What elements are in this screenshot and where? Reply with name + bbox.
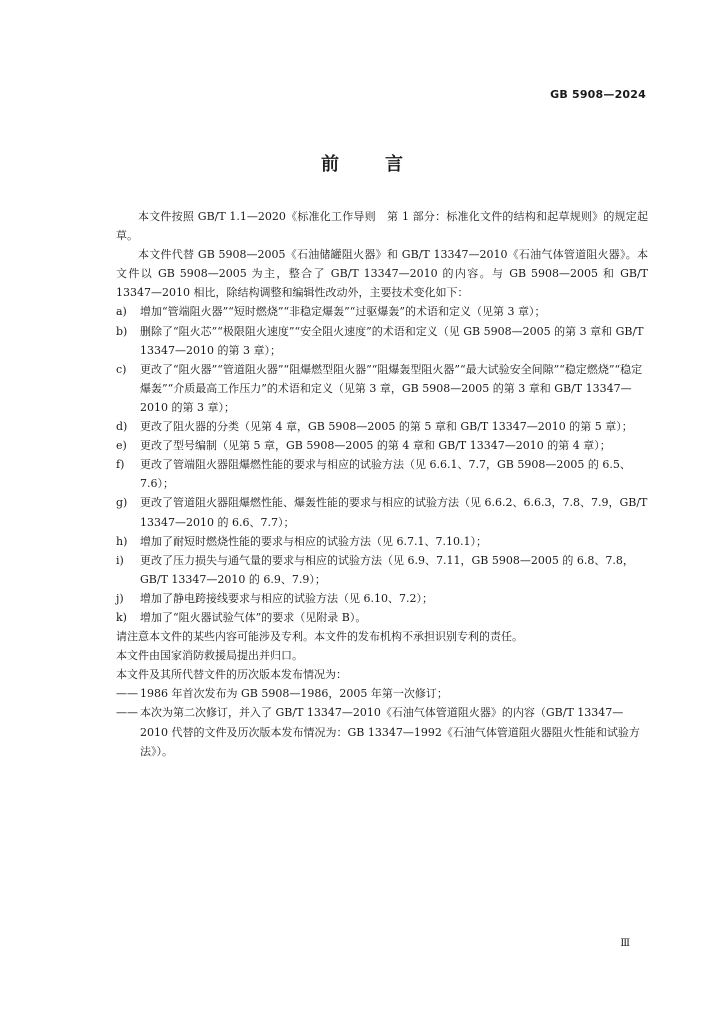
list-item xyxy=(116,360,648,417)
list-item xyxy=(116,417,648,436)
list-item xyxy=(116,302,648,321)
dash-marker: —— xyxy=(116,706,138,720)
title-char-1: 前 xyxy=(321,154,339,175)
list-item-label: c) xyxy=(116,362,127,376)
list-item-text: 增加了“阻火器试验气体”的要求（见附录 B）。 xyxy=(140,610,367,624)
paragraph-replacement: 本文件代替 GB 5908—2005《石油储罐阻火器》和 GB/T 13347—2010《石油气体管道阻火器》。本文件以 GB 5908—2005 为主，整合了 GB/T 13347—2010 的内容。与 GB 5908—2005 和 GB/T 13347—2010 相比，除结构调整和编辑性改动外，主要技术变化如下： xyxy=(116,248,648,300)
change-list xyxy=(116,302,648,627)
list-item-text: 增加了静电跨接线要求与相应的试验方法（见 6.10、7.2）； xyxy=(140,591,433,605)
list-item-label: i) xyxy=(116,553,124,567)
page-title xyxy=(0,150,724,176)
history-item xyxy=(116,684,648,703)
paragraph-drafting-rules: 本文件按照 GB/T 1.1—2020《标准化工作导则 第 1 部分：标准化文件的结构和起草规则》的规定起草。 xyxy=(116,210,648,243)
list-item xyxy=(116,436,648,455)
list-item-text: 更改了型号编制（见第 5 章，GB 5908—2005 的第 4 章和 GB/T 13347—2010 的第 4 章）； xyxy=(140,439,611,453)
proposer-note: 本文件由国家消防救援局提出并归口。 xyxy=(116,649,303,663)
patent-notice: 请注意本文件的某些内容可能涉及专利。本文件的发布机构不承担识别专利的责任。 xyxy=(116,630,523,644)
list-item-label: e) xyxy=(116,439,127,453)
list-item xyxy=(116,532,648,551)
list-item-label: g) xyxy=(116,496,128,510)
list-item-text: 更改了压力损失与通气量的要求与相应的试验方法（见 6.9、7.11，GB 5908—2005 的 6.8、7.8，GB/T 13347—2010 的 6.9、7.9）； xyxy=(140,553,634,586)
list-item-text: 更改了阻火器的分类（见第 4 章，GB 5908—2005 的第 5 章和 GB/T 13347—2010 的第 5 章）； xyxy=(140,420,633,434)
list-item-label: h) xyxy=(116,534,128,548)
title-char-2: 言 xyxy=(385,154,403,175)
list-item-text: 删除了“阻火芯”“极限阻火速度”“安全阻火速度”的术语和定义（见 GB 5908—2005 的第 3 章和 GB/T 13347—2010 的第 3 章）； xyxy=(140,324,644,357)
list-item xyxy=(116,589,648,608)
list-item-label: b) xyxy=(116,324,128,338)
list-item-label: j) xyxy=(116,591,124,605)
list-item xyxy=(116,455,648,493)
preface-body xyxy=(116,207,648,761)
list-item-label: a) xyxy=(116,305,127,319)
list-item-text: 增加“管端阻火器”“短时燃烧”“非稳定爆轰”“过驱爆轰”的术语和定义（见第 3 章）； xyxy=(140,305,546,319)
list-item xyxy=(116,608,648,627)
list-item-text: 增加了耐短时燃烧性能的要求与相应的试验方法（见 6.7.1、7.10.1）； xyxy=(140,534,487,548)
standard-code: GB 5908—2024 xyxy=(550,88,646,101)
list-item xyxy=(116,551,648,589)
list-item-text: 更改了管端阻火器阻爆燃性能的要求与相应的试验方法（见 6.6.1、7.7，GB 5908—2005 的 6.5、7.6）； xyxy=(140,458,631,491)
list-item-label: k) xyxy=(116,610,127,624)
list-item xyxy=(116,493,648,531)
history-item-text: 本次为第二次修订，并入了 GB/T 13347—2010《石油气体管道阻火器》的内容（GB/T 13347—2010 代替的文件及历次版本发布情况为：GB 13347—1992《石油气体管道阻火器阻火性能和试验方法》）。 xyxy=(140,706,640,758)
list-item-text: 更改了管道阻火器阻爆燃性能、爆轰性能的要求与相应的试验方法（见 6.6.2、6.6.3，7.8、7.9，GB/T 13347—2010 的 6.6、7.7）； xyxy=(140,496,648,529)
history-list xyxy=(116,684,648,760)
page-number: Ⅲ xyxy=(620,938,630,949)
list-item-text: 更改了“阻火器”“管道阻火器”“阻爆燃型阻火器”“阻爆轰型阻火器”“最大试验安全间隙”“稳定燃烧”“稳定爆轰”“介质最高工作压力”的术语和定义（见第 3 章，GB 5908—2005 的第 3 章和 GB/T 13347—2010 的第 3 章）； xyxy=(140,362,643,414)
list-item xyxy=(116,322,648,360)
history-intro: 本文件及其所代替文件的历次版本发布情况为： xyxy=(116,668,347,682)
list-item-label: f) xyxy=(116,458,125,472)
list-item-label: d) xyxy=(116,420,128,434)
history-item-text: 1986 年首次发布为 GB 5908—1986，2005 年第一次修订； xyxy=(140,687,448,701)
history-item xyxy=(116,703,648,760)
dash-marker: —— xyxy=(116,687,138,701)
